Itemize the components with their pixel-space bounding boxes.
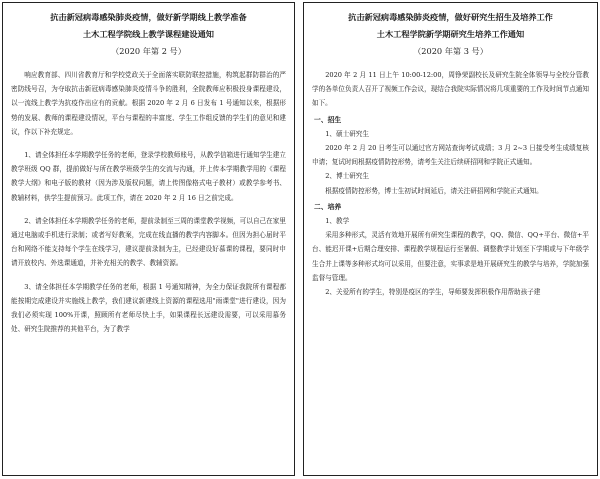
notice-3-doc-number: （2020 年第 3 号）: [413, 46, 488, 56]
notice-3-title-line-2: 土木工程学院新学期研究生培养工作通知: [376, 29, 525, 39]
notice-2-item-2: 2、请全体担任本学期教学任务的老师，提前录制至三周的课堂教学视频，可以自己在家里通过电脑或手机进行录制；或者写好教案，完成在线直播的教学内容脚本。但因为担心届时平台和网络不能支持每个学生在线学习，建议提前录制为主，已经建设好慕课的课程，要同时申请开放校内、外选课通道，并补充相关的教学、教辅资源。: [11, 216, 286, 268]
teaching-text: 采用多种形式，灵活有效地开展所有研究生课程的教学，QQ、微信、QQ+平台、微信+平台、能迟开课+后期合理安排、课程教学规程运行至暑假、调整教学计划至下学期或与下年级学生合并上课等多种形式均可以采用，但要注意，实事求是地开展研究生的教学与培养，学院加强监督与管理。: [312, 231, 589, 282]
notice-2-doc-number: （2020 年第 2 号）: [111, 46, 186, 56]
masters-subheading: 1、硕士研究生: [325, 129, 369, 138]
notice-2-page: [2, 2, 295, 476]
notice-2-item-3: 3、请全体担任本学期教学任务的老师，根据 1 号通知精神，为全力保证我院所有课程都能按期完成建设并实施线上教学，我们建议新建线上资源的课程选用"雨课堂"进行建设，因为我们必须实现 100%开课，照顾所有老师尽快上手，如果课程长远建设需要，可以采用慕务处、研究生院推荐的其他平台，为了教学: [11, 282, 286, 334]
student-care-text: 2、关爱所有的学生，特别是疫区的学生，导师要发挥积极作用帮助孩子建: [325, 288, 541, 297]
notice-3-intro: 2020 年 2 月 11 日上午 10:00-12:00，周铮荣副校长及研究生院全体领导与全校分管教学的各单位负责人召开了视频工作会议，现结合我院实际情况将几项重要的工作及时间节点通知如下。: [312, 71, 589, 108]
notice-2-intro: 响应教育部、四川省教育厅和学校党政关于全面落实联防联控措施，构筑起群防群治的严密防线号召，为夺取抗击新冠病毒感染肺炎疫情斗争的胜利，全院教师应积极投身课程建设，以一流线上教学为抗疫作出应有的贡献。根据 2020 年 2 月 6 日发布 1 号通知以来，根据形势的发展、教师的课程建设情况，平台与课程的丰富度、学生工作组反馈的学生们的意见和建议，作以下补充规定。: [11, 71, 286, 136]
notice-2-title-line-2: 土木工程学院线上教学课程建设通知: [82, 29, 214, 39]
doctoral-subheading: 2、博士研究生: [325, 172, 369, 181]
doctoral-text: 根据疫情防控形势，博士生初试时间延后，请关注研招网和学院正式通知。: [325, 186, 543, 195]
teaching-subheading: 1、教学: [325, 217, 350, 226]
section-recruitment-heading: 一、招生: [314, 115, 342, 124]
notice-2-title-line-1: 抗击新冠病毒感染肺炎疫情，做好新学期线上教学准备: [50, 12, 247, 22]
notice-3-title-line-1: 抗击新冠病毒感染肺炎疫情，做好研究生招生及培养工作: [348, 12, 553, 22]
masters-text: 2020 年 2 月 20 日考生可以通过官方网站查询考试成绩；3 月 2~3 日接受考生成绩复核申请；复试时间根据疫情防控形势，请考生关注后续研招网和学院正式通知。: [312, 144, 589, 167]
notice-2-item-1: 1、请全体担任本学期教学任务的老师，登录学校教师账号，从教学信箱进行通知学生建立教学班级 QQ 群，提前做好与所在教学班级学生的交流与沟通，并上传本学期教学用的《课程教学大纲》和电子版的教材（因为涉及版权问题，请上传图像格式电子教材）或教学参考书、教辅材料，供学生提前预习。此项工作，请在 2020 年 2 月 16 日之前完成。: [11, 151, 286, 202]
notice-3-page: [303, 2, 598, 476]
section-training-heading: 二、培养: [314, 202, 342, 211]
